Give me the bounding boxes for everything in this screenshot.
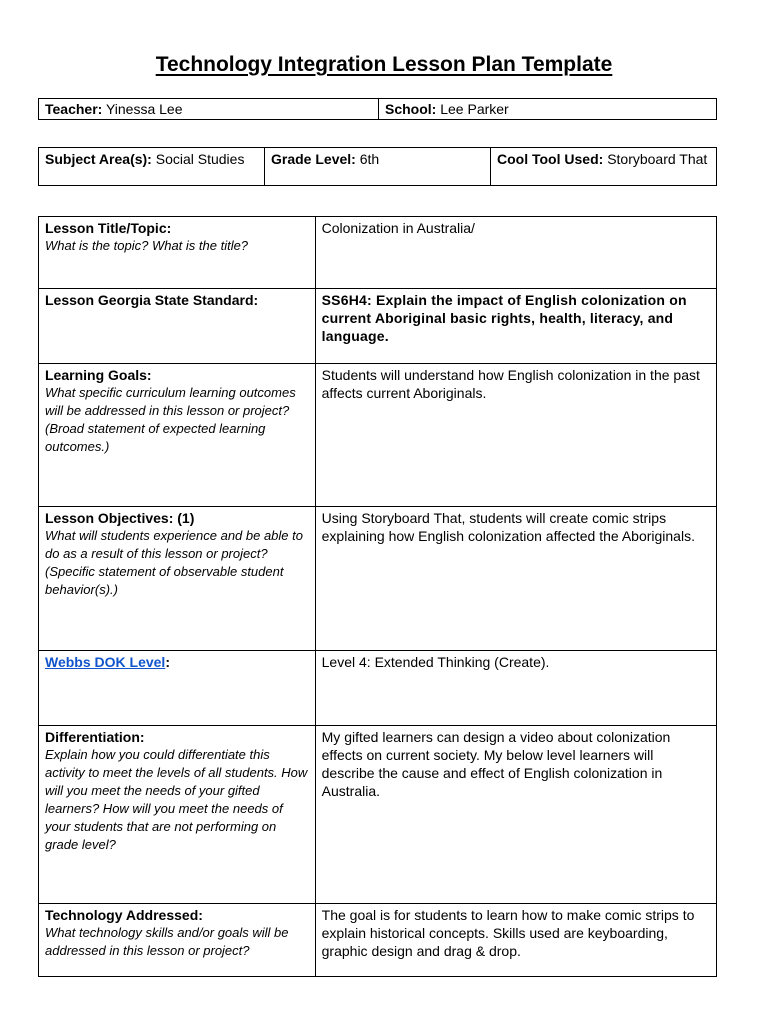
row-label-cell bbox=[39, 289, 316, 364]
row-prompt: What specific curriculum learning outcomes will be addressed in this lesson or project? (Broad statement of expected learning outcomes.) bbox=[45, 385, 296, 454]
row-value-cell bbox=[315, 651, 716, 726]
subject-label: Subject Area(s): bbox=[45, 151, 152, 167]
row-value-cell bbox=[315, 364, 716, 507]
tool-label: Cool Tool Used: bbox=[497, 151, 604, 167]
document-title: Technology Integration Lesson Plan Template bbox=[155, 53, 613, 76]
tool-value: Storyboard That bbox=[607, 151, 708, 167]
row-prompt: What will students experience and be able to do as a result of this lesson or project? (Specific statement of observable student behavior(s).) bbox=[45, 528, 303, 597]
row-value: Level 4: Extended Thinking (Create). bbox=[321, 654, 550, 670]
row-value: Colonization in Australia/ bbox=[321, 220, 475, 236]
subject-value: Social Studies bbox=[155, 151, 245, 167]
row-label: Differentiation: bbox=[45, 729, 145, 745]
row-value: Students will understand how English colonization in the past affects current Aboriginals. bbox=[321, 367, 700, 401]
row-value-cell bbox=[315, 904, 716, 977]
subject-cell bbox=[39, 148, 265, 186]
teacher-value: Yinessa Lee bbox=[105, 101, 183, 117]
grade-value: 6th bbox=[359, 151, 380, 167]
row-value-cell bbox=[315, 507, 716, 651]
teacher-cell bbox=[39, 99, 379, 120]
row-label-cell bbox=[39, 507, 316, 651]
school-label: School: bbox=[385, 101, 437, 117]
table-row bbox=[39, 289, 717, 364]
table-row bbox=[39, 726, 717, 904]
row-label-cell bbox=[39, 364, 316, 507]
row-label: Lesson Objectives: (1) bbox=[45, 510, 195, 526]
table-row bbox=[39, 507, 717, 651]
school-value: Lee Parker bbox=[440, 101, 509, 117]
row-label: Technology Addressed: bbox=[45, 907, 203, 923]
tool-cell bbox=[491, 148, 717, 186]
row-label-cell bbox=[39, 217, 316, 289]
school-cell bbox=[379, 99, 717, 120]
row-label-cell bbox=[39, 904, 316, 977]
row-value-cell bbox=[315, 289, 716, 364]
row-value: The goal is for students to learn how to make comic strips to explain historical concepts. Skills used are keyboarding, graphic design and drag & drop. bbox=[321, 907, 695, 959]
grade-label: Grade Level: bbox=[271, 151, 356, 167]
table-row bbox=[39, 364, 717, 507]
subject-grade-tool-table bbox=[38, 147, 717, 186]
row-label-cell bbox=[39, 651, 316, 726]
row-prompt: What is the topic? What is the title? bbox=[45, 238, 249, 253]
row-value: Using Storyboard That, students will create comic strips explaining how English colonization affected the Aboriginals. bbox=[321, 510, 695, 544]
row-value: SS6H4: Explain the impact of English colonization on current Aboriginal basic rights, health, literacy, and language. bbox=[321, 292, 687, 344]
table-row bbox=[39, 904, 717, 977]
teacher-label: Teacher: bbox=[45, 101, 103, 117]
row-label: Lesson Georgia State Standard: bbox=[45, 292, 259, 308]
lesson-plan-table bbox=[38, 216, 717, 977]
teacher-school-table bbox=[38, 98, 717, 120]
row-value-cell bbox=[315, 217, 716, 289]
table-row bbox=[39, 217, 717, 289]
row-value-cell bbox=[315, 726, 716, 904]
row-label: Learning Goals: bbox=[45, 367, 152, 383]
row-label: Lesson Title/Topic: bbox=[45, 220, 172, 236]
row-label-suffix: : bbox=[165, 654, 170, 670]
row-value: My gifted learners can design a video about colonization effects on current society. My below level learners will describe the cause and effect of English colonization in Australia. bbox=[321, 729, 671, 799]
row-prompt: What technology skills and/or goals will be addressed in this lesson or project? bbox=[45, 925, 289, 958]
webbs-dok-link[interactable]: Webbs DOK Level bbox=[45, 654, 166, 670]
grade-cell bbox=[265, 148, 491, 186]
row-prompt: Explain how you could differentiate this activity to meet the levels of all students. How will you meet the needs of your gifted learners? How will you meet the needs of your students that are not performing on grade level? bbox=[45, 747, 308, 852]
table-row bbox=[39, 651, 717, 726]
row-label-cell bbox=[39, 726, 316, 904]
